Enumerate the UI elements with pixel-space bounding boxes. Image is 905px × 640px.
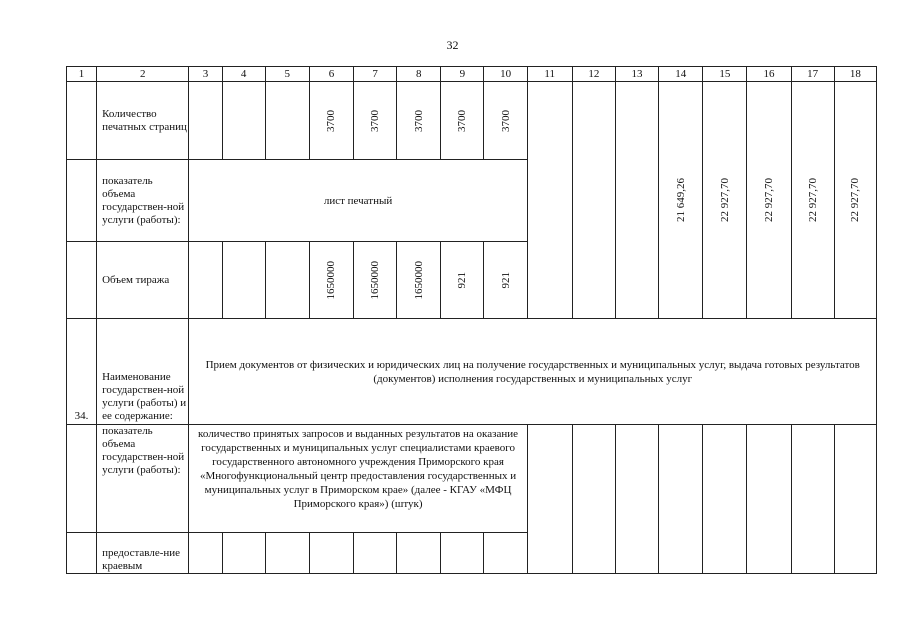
table-cell: 1650000 (412, 260, 425, 300)
row-label: Объем тиража (97, 242, 189, 319)
total-value: 22 927,70 (849, 178, 862, 222)
row-label: показатель объема государствен-ной услуги (работы): (97, 425, 189, 533)
row-label: предоставле-ние краевым (97, 533, 189, 574)
table-cell: 1650000 (369, 260, 382, 300)
item-number: 34. (67, 319, 97, 425)
col-header: 12 (572, 67, 615, 82)
col-header: 7 (354, 67, 397, 82)
total-value: 22 927,70 (763, 178, 775, 222)
table-cell: 3700 (325, 109, 338, 132)
col-header: 13 (615, 67, 658, 82)
table-cell: 3700 (456, 109, 469, 132)
table-cell: 3700 (499, 109, 512, 132)
table-cell: 921 (456, 271, 469, 289)
header-row (67, 67, 877, 82)
col-header: 16 (747, 67, 791, 82)
row-label: Наименование государствен-ной услуги (работы) и ее содержание: (97, 319, 189, 425)
table-row (67, 82, 877, 160)
total-value: 22 927,70 (806, 178, 819, 222)
page-number: 32 (446, 38, 459, 52)
table-cell: 921 (499, 271, 512, 289)
col-header: 11 (527, 67, 572, 82)
document-table (66, 66, 877, 574)
col-header: 4 (222, 67, 265, 82)
col-header: 3 (189, 67, 222, 82)
col-header: 18 (834, 67, 876, 82)
table-cell: 3700 (412, 109, 425, 132)
col-header: 17 (791, 67, 834, 82)
col-header: 8 (397, 67, 441, 82)
merged-cell: количество принятых запросов и выданных результатов на оказание государственных и муниципальных услуг специалистами краевого государственного автономного учреждения Приморского края «Многофункциональный центр предоставления государственных и муниципальных услуг в Приморском крае» (далее - КГАУ «МФЦ Приморского края») (штук) (189, 425, 527, 533)
row-label: Количество печатных страниц (97, 82, 189, 160)
col-header: 2 (97, 67, 189, 82)
total-value: 21 649,26 (674, 178, 687, 222)
col-header: 9 (441, 67, 484, 82)
row-label: показатель объема государствен-ной услуги (работы): (97, 160, 189, 242)
col-header: 6 (309, 67, 353, 82)
total-value: 22 927,70 (718, 178, 731, 222)
table-cell: 3700 (369, 109, 382, 132)
col-header: 14 (659, 67, 703, 82)
col-header: 5 (265, 67, 309, 82)
table-row (67, 425, 877, 533)
col-header: 15 (703, 67, 747, 82)
col-header: 10 (484, 67, 527, 82)
merged-cell: Прием документов от физических и юридических лиц на получение государственных и муниципальных услуг, выдача готовых результатов (документов) исполнения государственных и муниципальных услуг (189, 319, 877, 425)
merged-cell: лист печатный (189, 160, 527, 242)
table-cell: 1650000 (325, 260, 338, 300)
table-row (67, 319, 877, 425)
col-header: 1 (67, 67, 97, 82)
